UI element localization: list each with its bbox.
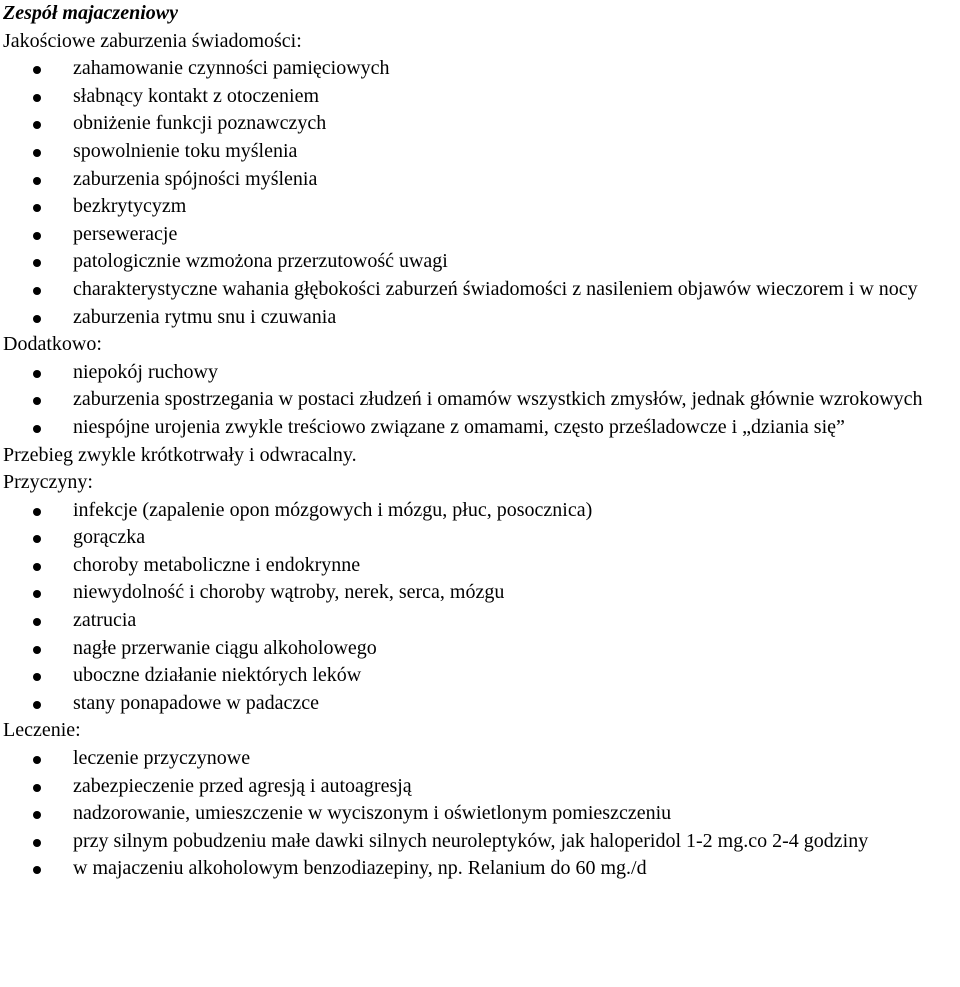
list-item-text: zaburzenia rytmu snu i czuwania — [73, 305, 337, 328]
list-item-text: perseweracje — [73, 222, 178, 245]
sections-after — [3, 469, 960, 883]
list-item — [3, 414, 960, 442]
list-item-text: zahamowanie czynności pamięciowych — [73, 57, 390, 80]
bullet-icon — [33, 839, 41, 847]
list-item — [3, 55, 960, 83]
list-item — [3, 800, 960, 828]
bullet-icon — [33, 287, 41, 295]
list-item-text: zaburzenia spostrzegania w postaci złudzeń i omamów wszystkich zmysłów, jednak głównie wzrokowych — [73, 388, 923, 411]
list-item — [3, 166, 960, 194]
list-item-text: uboczne działanie niektórych leków — [73, 664, 362, 687]
list-item-text: zaburzenia spójności myślenia — [73, 167, 318, 190]
list-item-text: infekcje (zapalenie opon mózgowych i mózgu, płuc, posocznica) — [73, 498, 593, 521]
list-item-text: w majaczeniu alkoholowym benzodiazepiny, np. Relanium do 60 mg./d — [73, 857, 647, 880]
list-item — [3, 552, 960, 580]
list-item — [3, 662, 960, 690]
list-item — [3, 524, 960, 552]
list-item — [3, 193, 960, 221]
list-item-text: choroby metaboliczne i endokrynne — [73, 553, 361, 576]
list-item-text: słabnący kontakt z otoczeniem — [73, 84, 320, 107]
list-item — [3, 83, 960, 111]
list-item — [3, 773, 960, 801]
list-item-text: przy silnym pobudzeniu małe dawki silnych neuroleptyków, jak haloperidol 1-2 mg.co 2-4 godziny — [73, 829, 869, 852]
list-item — [3, 497, 960, 525]
bullet-icon — [33, 66, 41, 74]
list-item — [3, 828, 960, 856]
list-item — [3, 635, 960, 663]
list-item — [3, 855, 960, 883]
bullet-icon — [33, 149, 41, 157]
bullet-icon — [33, 784, 41, 792]
list-item-text: patologicznie wzmożona przerzutowość uwagi — [73, 250, 448, 273]
list-item-text: obniżenie funkcji poznawczych — [73, 112, 327, 135]
list-item — [3, 110, 960, 138]
course-note: Przebieg zwykle krótkotrwały i odwracalny. — [3, 443, 357, 466]
bullet-icon — [33, 121, 41, 129]
bullet-icon — [33, 563, 41, 571]
bullet-icon — [33, 535, 41, 543]
bullet-icon — [33, 646, 41, 654]
bullet-icon — [33, 811, 41, 819]
section-heading: Leczenie: — [3, 719, 81, 742]
section-heading: Jakościowe zaburzenia świadomości: — [3, 29, 302, 52]
bullet-icon — [33, 259, 41, 267]
bullet-icon — [33, 508, 41, 516]
bullet-icon — [33, 232, 41, 240]
section-heading: Przyczyny: — [3, 471, 93, 494]
bullet-list — [3, 55, 960, 331]
list-item — [3, 607, 960, 635]
bullet-icon — [33, 756, 41, 764]
bullet-icon — [33, 673, 41, 681]
bullet-icon — [33, 618, 41, 626]
list-item-text: nadzorowanie, umieszczenie w wyciszonym i oświetlonym pomieszczeniu — [73, 802, 672, 825]
bullet-icon — [33, 204, 41, 212]
list-item — [3, 745, 960, 773]
list-item-text: niepokój ruchowy — [73, 360, 218, 383]
list-item-text: charakterystyczne wahania głębokości zaburzeń świadomości z nasileniem objawów wieczorem i w nocy — [73, 277, 918, 300]
list-item-text: zatrucia — [73, 609, 137, 632]
list-item-text: stany ponapadowe w padaczce — [73, 691, 319, 714]
list-item — [3, 276, 960, 304]
list-item-text: niewydolność i choroby wątroby, nerek, serca, mózgu — [73, 581, 505, 604]
sections-before — [3, 28, 960, 442]
bullet-icon — [33, 425, 41, 433]
list-item — [3, 138, 960, 166]
list-item — [3, 579, 960, 607]
bullet-icon — [33, 866, 41, 874]
bullet-icon — [33, 370, 41, 378]
list-item-text: spowolnienie toku myślenia — [73, 139, 298, 162]
list-item-text: leczenie przyczynowe — [73, 747, 251, 770]
list-item-text: gorączka — [73, 526, 146, 549]
document-title: Zespół majaczeniowy — [3, 2, 178, 24]
bullet-icon — [33, 397, 41, 405]
bullet-icon — [33, 315, 41, 323]
bullet-icon — [33, 701, 41, 709]
list-item-text: bezkrytycyzm — [73, 195, 187, 218]
list-item — [3, 221, 960, 249]
list-item — [3, 690, 960, 718]
list-item — [3, 248, 960, 276]
bullet-icon — [33, 177, 41, 185]
bullet-list — [3, 359, 960, 442]
list-item — [3, 304, 960, 332]
bullet-icon — [33, 94, 41, 102]
list-item — [3, 386, 960, 414]
bullet-list — [3, 745, 960, 883]
bullet-list — [3, 497, 960, 718]
list-item — [3, 359, 960, 387]
bullet-icon — [33, 590, 41, 598]
list-item-text: nagłe przerwanie ciągu alkoholowego — [73, 636, 377, 659]
list-item-text: niespójne urojenia zwykle treściowo związane z omamami, często prześladowcze i „dziania się” — [73, 415, 845, 438]
list-item-text: zabezpieczenie przed agresją i autoagresją — [73, 774, 412, 797]
section-heading: Dodatkowo: — [3, 333, 102, 356]
